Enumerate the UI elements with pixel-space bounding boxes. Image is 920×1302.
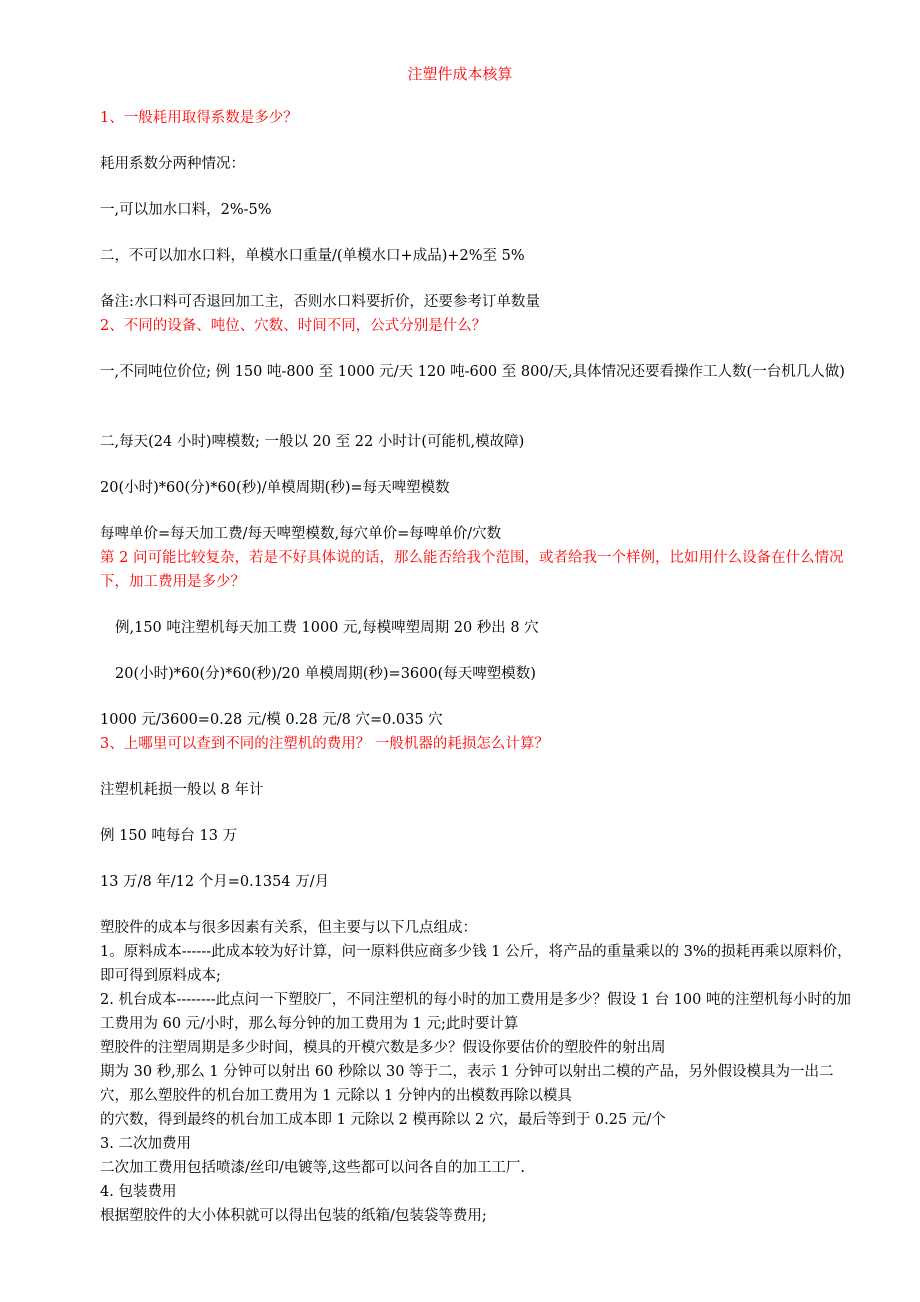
summary-intro: 塑胶件的成本与很多因素有关系，但主要与以下几点组成：	[100, 920, 477, 936]
summary-item-1: 1。原料成本------此成本较为好计算，问一原料供应商多少钱 1 公斤，将产品的重量乘以的 3%的损耗再乘以原料价，即可得到原料成本;	[100, 944, 852, 984]
document-title: 注塑件成本核算	[407, 65, 513, 83]
answer-2-line-3: 20(小时)*60(分)*60(秒)/单模周期(秒)=每天啤塑模数	[100, 480, 450, 496]
answer-2-line-2: 二,每天(24 小时)啤模数; 一般以 20 至 22 小时计(可能机,模故障)	[100, 434, 525, 450]
summary-item-4-text: 根据塑胶件的大小体积就可以得出包装的纸箱/包装袋等费用;	[100, 1208, 487, 1224]
answer-1-line-1: 耗用系数分两种情况：	[100, 156, 245, 172]
summary-item-2-cont-3: 的穴数，得到最终的机台加工成本即 1 元除以 2 模再除以 2 穴，最后等到于 0.25 元/个	[100, 1112, 666, 1128]
question-1: 1、一般耗用取得系数是多少？	[100, 110, 298, 126]
summary-item-3-heading: 3. 二次加费用	[100, 1136, 191, 1152]
example-line-2: 20(小时)*60(分)*60(秒)/20 单模周期(秒)=3600(每天啤塑模数)	[115, 666, 536, 682]
summary-item-2-cont-1: 塑胶件的注塑周期是多少时间，模具的开模穴数是多少？假设你要估价的塑胶件的射出周	[100, 1040, 666, 1056]
question-3: 3、上哪里可以查到不同的注塑机的费用？ 一般机器的耗损怎么计算？	[100, 736, 549, 752]
summary-item-2: 2. 机台成本--------此点问一下塑胶厂，不同注塑机的每小时的加工费用是多少？假设 1 台 100 吨的注塑机每小时的加工费用为 60 元/小时，那么每分钟的加工费用为 1 元;此时要计算	[100, 992, 851, 1032]
summary-item-4-heading: 4. 包装费用	[100, 1184, 177, 1200]
summary-item-3-text: 二次加工费用包括喷漆/丝印/电镀等,这些都可以问各自的加工工厂.	[100, 1160, 525, 1176]
answer-1-line-2: 一,可以加水口料，2%-5%	[100, 202, 272, 218]
answer-1-note: 备注:水口料可否退回加工主，否则水口料要折价，还要参考订单数量	[100, 294, 540, 310]
answer-2-line-4: 每啤单价=每天加工费/每天啤塑模数,每穴单价=每啤单价/穴数	[100, 526, 502, 542]
answer-3-line-1: 注塑机耗损一般以 8 年计	[100, 782, 264, 798]
answer-2-line-1: 一,不同吨位价位; 例 150 吨-800 至 1000 元/天 120 吨-600 至 800/天,具体情况还要看操作工人数(一台机几人做)	[100, 364, 845, 380]
example-line-3: 1000 元/3600=0.28 元/模 0.28 元/8 穴=0.035 穴	[100, 712, 443, 728]
question-2: 2、不同的设备、吨位、穴数、时间不同，公式分别是什么？	[100, 318, 487, 334]
example-line-1: 例,150 吨注塑机每天加工费 1000 元,每模啤塑周期 20 秒出 8 穴	[115, 620, 539, 636]
summary-item-2-cont-2: 期为 30 秒,那么 1 分钟可以射出 60 秒除以 30 等于二，表示 1 分钟可以射出二模的产品，另外假设模具为一出二穴，那么塑胶件的机台加工费用为 1 元除以 1 分钟内的出模数再除以模具	[100, 1064, 834, 1104]
answer-3-line-2: 例 150 吨每台 13 万	[100, 828, 238, 844]
question-2-followup: 第 2 问可能比较复杂，若是不好具体说的话，那么能否给我个范围，或者给我一个样例，比如用什么设备在什么情况下，加工费用是多少？	[100, 550, 844, 590]
answer-3-line-3: 13 万/8 年/12 个月=0.1354 万/月	[100, 874, 330, 890]
answer-1-line-3: 二，不可以加水口料，单模水口重量/(单模水口+成品)+2%至 5%	[100, 248, 525, 264]
